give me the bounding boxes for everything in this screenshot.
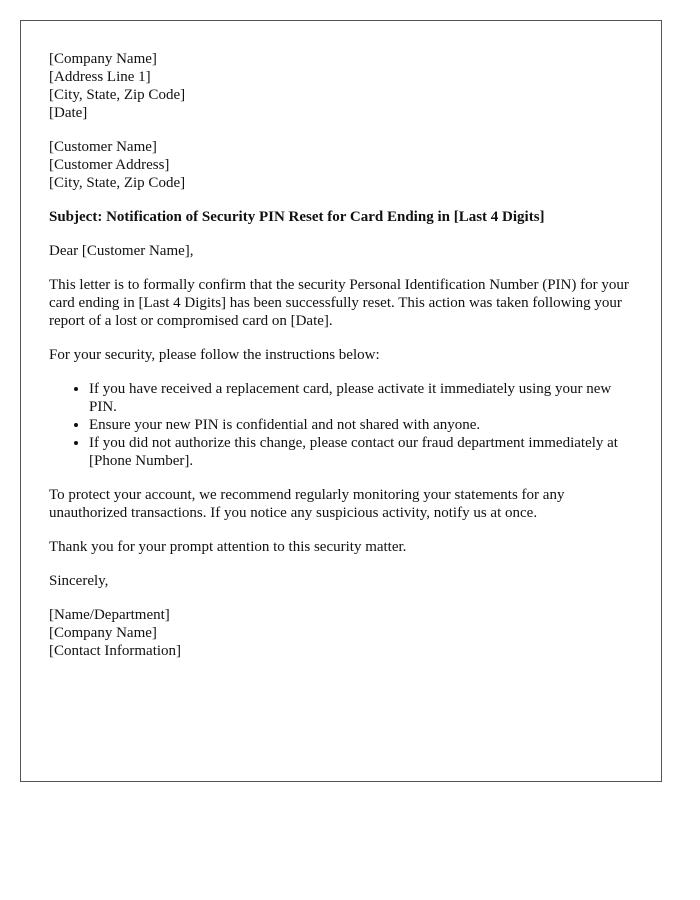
closing: Sincerely,: [49, 573, 109, 589]
recipient-address-block: [49, 138, 633, 192]
salutation: Dear [Customer Name],: [49, 243, 194, 259]
recipient-address: [Customer Address]: [49, 157, 170, 173]
subject-line: Subject: Notification of Security PIN Reset for Card Ending in [Last 4 Digits]: [49, 209, 545, 225]
letter-date: [Date]: [49, 105, 88, 121]
signature-company: [Company Name]: [49, 625, 157, 641]
signature-name: [Name/Department]: [49, 607, 170, 623]
sender-city: [City, State, Zip Code]: [49, 87, 186, 103]
recipient-name: [Customer Name]: [49, 139, 157, 155]
sender-address: [Address Line 1]: [49, 69, 151, 85]
body-paragraph-1: This letter is to formally confirm that the security Personal Identification Number (PIN) for your card ending in [Last 4 Digits] has been successfully reset. This action was taken following your report of a lost or compromised card on [Date].: [49, 277, 629, 329]
sender-company: [Company Name]: [49, 51, 157, 67]
signature-contact: [Contact Information]: [49, 643, 182, 659]
body-paragraph-2: For your security, please follow the instructions below:: [49, 347, 380, 363]
recipient-city: [City, State, Zip Code]: [49, 175, 186, 191]
instruction-list: [49, 380, 633, 470]
body-paragraph-4: Thank you for your prompt attention to this security matter.: [49, 539, 407, 555]
signature-block: [49, 606, 633, 660]
list-item: • If you have received a replacement card, please activate it immediately using your new PIN.: [89, 380, 633, 416]
list-item: • If you did not authorize this change, please contact our fraud department immediately at [Phone Number].: [89, 434, 633, 470]
sender-address-block: [49, 50, 633, 122]
body-paragraph-3: To protect your account, we recommend regularly monitoring your statements for any unauthorized transactions. If you notice any suspicious activity, notify us at once.: [49, 487, 565, 521]
list-item: • Ensure your new PIN is confidential and not shared with anyone.: [89, 416, 633, 434]
letter-page: [20, 20, 662, 782]
